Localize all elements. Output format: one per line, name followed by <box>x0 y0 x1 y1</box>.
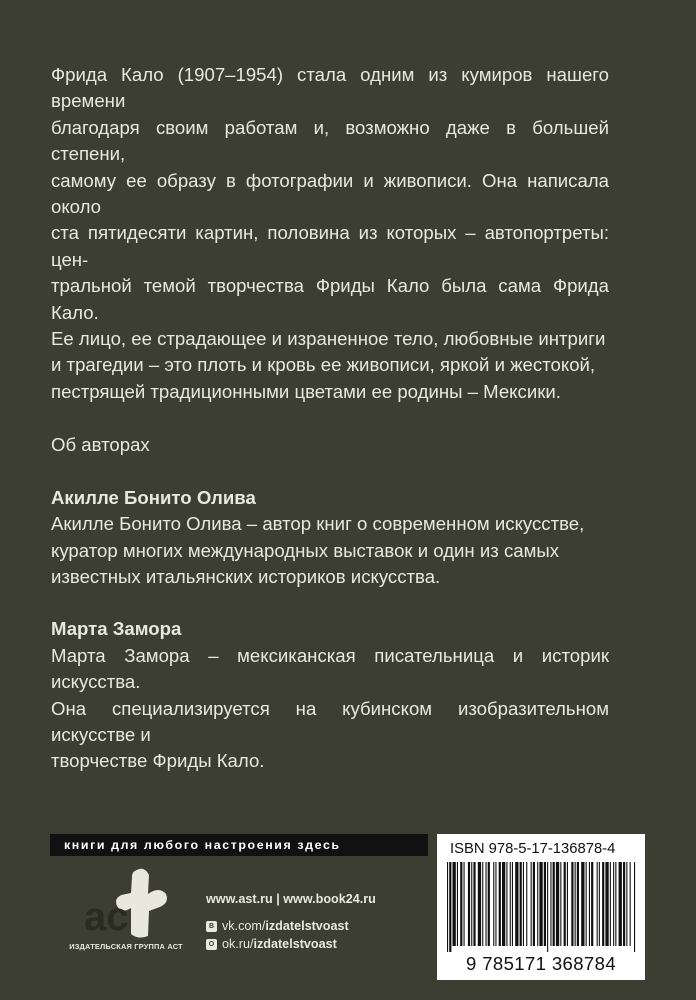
tagline-text: книги для любого настроения здесь <box>64 838 341 852</box>
vk-icon: В <box>206 921 217 932</box>
description-line: тральной темой творчества Фриды Кало была сама Фрида Кало. <box>51 275 609 323</box>
barcode-panel <box>437 834 645 980</box>
back-cover-text <box>51 62 609 775</box>
author-bio-line: куратор многих международных выставок и один из самых <box>51 539 560 561</box>
tagline-bar <box>50 834 428 856</box>
description-line: пестрящей традиционными цветами ее родины – Мексики. <box>51 380 561 402</box>
ok-icon: О <box>206 939 217 950</box>
author-name: Акилле Бонито Олива <box>51 486 256 508</box>
description <box>51 62 609 405</box>
author-bio-line: Акилле Бонито Олива – автор книг о современном искусстве, <box>51 513 585 535</box>
vk-link[interactable] <box>206 919 349 933</box>
author-block <box>51 485 609 591</box>
barcode-digits: 9 785171 368784 <box>465 953 617 974</box>
ok-prefix: ok.ru/ <box>222 937 254 951</box>
description-line: Фрида Кало (1907–1954) стала одним из кумиров нашего времени <box>51 64 609 112</box>
author-bio-line: творчестве Фриды Кало. <box>51 750 265 772</box>
vk-handle: izdatelstvoast <box>265 919 349 933</box>
vk-prefix: vk.com/ <box>222 919 266 933</box>
description-line: и трагедии – это плоть и кровь ее живописи, яркой и жестокой, <box>51 354 596 376</box>
author-name: Марта Замора <box>51 618 182 640</box>
description-line: самому ее образу в фотографии и живописи. Она написала около <box>51 169 609 218</box>
websites[interactable]: www.ast.ru | www.book24.ru <box>206 892 376 906</box>
logo-lettering: ас <box>84 895 129 939</box>
author-block <box>51 616 609 774</box>
ast-logo-icon <box>62 866 190 942</box>
publisher-caption: ИЗДАТЕЛЬСКАЯ ГРУППА АСТ <box>69 942 183 951</box>
publisher-logo <box>62 866 190 952</box>
ok-handle: izdatelstvoast <box>253 937 337 951</box>
isbn-number: ISBN 978-5-17-136878-4 <box>450 841 616 857</box>
author-bio-line: известных итальянских историков искусства. <box>51 565 441 587</box>
description-line: ста пятидесяти картин, половина из которых – автопортреты: цен- <box>51 222 609 270</box>
barcode-icon <box>445 862 637 952</box>
description-line: благодаря своим работам и, возможно даже в большей степени, <box>51 116 609 165</box>
author-bio-line: Она специализируется на кубинском изобразительном искусстве и <box>51 697 609 745</box>
description-line: Ее лицо, ее страдающее и израненное тело, любовные интриги <box>51 328 606 350</box>
about-authors-heading: Об авторах <box>51 434 150 456</box>
author-bio-line: Марта Замора – мексиканская писательница и историк искусства. <box>51 644 609 693</box>
ok-link[interactable] <box>206 937 337 951</box>
